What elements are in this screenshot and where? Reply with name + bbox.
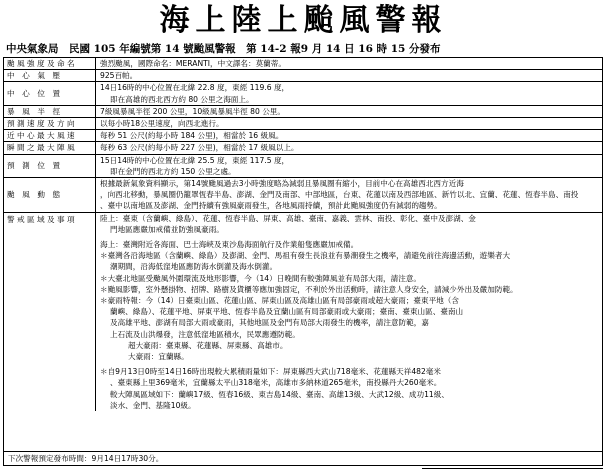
bulletin-subtitle: 中央氣象局 民國 105 年編號第 14 號颱風警報 第 14-2 報9 月 14 日 16 時 15 分發布	[6, 43, 441, 55]
row-value: 即在高雄的西北西方約 80 公里之海面上。	[110, 94, 254, 104]
warning-line: 淡水、金門、基隆10級。	[110, 400, 196, 410]
row-label: 中 心 氣 壓	[4, 70, 96, 81]
warning-line: 較大陣風區域如下：蘭嶼17級、恆春16級、東吉島14級、臺南、高雄13級、大武12級、成功11級、	[110, 389, 449, 399]
row-value: 14日16時的中心位置在北緯 22.8 度，東經 119.6 度，	[100, 83, 290, 93]
row-label: 中 心 位 置	[4, 82, 96, 104]
row-storm-radius	[4, 106, 602, 118]
row-value: 即在金門的西北方約 150 公里之處。	[110, 166, 236, 176]
row-center-position	[4, 82, 602, 105]
divider	[422, 468, 603, 469]
row-max-wind	[4, 130, 602, 142]
row-value: ，向西北移動，暴風圈仍籠罩恆春半島、澎湖、金門及南部、中部地區，台東、花蓮以南及西部地區、新竹以北、宜蘭、花蓮、恆春半島、南投	[100, 190, 579, 200]
warning-table	[3, 57, 603, 452]
warning-line: ＊臺灣各沿海地區（含蘭嶼、綠島）及澎湖、金門、馬祖有發生長浪並有暴潮發生之機率，請避免前往海邊活動，遊樂者大	[100, 251, 511, 261]
row-label: 颱 風 動 態	[4, 178, 96, 212]
warning-line: 、臺東縣上里369毫米，宜蘭縣太平山318毫米，高雄市多納林道265毫米，南投縣丹大260毫米。	[110, 378, 442, 388]
warning-line: 超大豪雨：臺東縣、花蓮縣、屏東縣、高雄市。	[128, 340, 288, 350]
row-forecast-position	[4, 155, 602, 178]
warning-line: ＊大臺北地區受颱風外圍環流及地形影響，今（14）日晚間有較強陣風並有局部大雨，請注意。	[100, 273, 422, 283]
row-value: 7級風暴風半徑 200 公里，10級風暴風半徑 80 公里。	[100, 106, 285, 116]
next-bulletin-time: 9月14日17時30分。	[91, 454, 164, 463]
row-label: 警 戒 區 域 及 事 項	[4, 213, 96, 411]
row-max-gust	[4, 142, 602, 154]
next-bulletin-label: 下次警報預定發布時間：	[8, 454, 92, 463]
row-label: 預 測 位 置	[4, 155, 96, 177]
warning-line: ＊自9月13日0時至14日16時出現較大累積雨量如下：屏東縣西大武山718毫米、花蓮縣天祥482毫米	[100, 367, 442, 377]
page-title: 海上陸上颱風警報	[159, 3, 448, 38]
row-value: 、臺中以南地區及澎湖、金門持續有強風豪雨發生，各地風雨持續，預計此颱風強度仍有減弱的趨勢。	[100, 201, 442, 211]
row-label: 颱 風 強 度 及 命 名	[4, 58, 96, 69]
row-value: 強烈颱風，國際命名：MERANTI，中文譯名：莫蘭蒂。	[100, 59, 286, 68]
warning-line: 上石流及山洪爆發，注意低窪地區積水，民眾應遵防範。	[110, 329, 300, 339]
warning-line: 大豪雨：宜蘭縣。	[128, 352, 189, 362]
warning-line: 海上：臺灣附近各海面、巴士海峽及東沙島海面航行及作業船隻應嚴加戒備。	[100, 240, 359, 250]
warning-line: 陸上：臺東（含蘭嶼、綠島）、花蓮、恆春半島、屏東、高雄、臺南、嘉義、雲林、南投、彰化、臺中及澎湖、金	[100, 213, 476, 223]
warning-line: 蘭嶼、綠島）、花蓮平地、屏東平地、恆春半島及宜蘭山區有局部豪雨或大豪雨；臺南、臺東山區、臺南山	[110, 307, 464, 317]
warning-line: ＊豪雨特報：今（14）日臺東山區、花蓮山區、屏東山區及高雄山區有局部豪雨或超大豪雨；臺東平地（含	[100, 296, 459, 306]
row-value: 15日14時的中心位置在北緯 25.5 度，東經 117.5 度，	[100, 155, 290, 165]
row-strength	[4, 58, 602, 70]
row-value: 根據最新氣象資料顯示，第14號颱風過去3小時強度略為減弱且暴風圈有縮小，目前中心在高雄西北西方近海	[100, 179, 464, 189]
row-label: 預 測 速 度 及 方 向	[4, 118, 96, 129]
warning-line: 門地區應嚴加戒備並防強風豪雨。	[110, 224, 224, 234]
row-value: 每秒 63 公尺(約每小時 227 公里)，相當於 17 級風以上。	[100, 143, 299, 153]
row-value: 以每小時18公里速度，向西北進行。	[100, 119, 224, 129]
row-value: 925百帕。	[100, 71, 138, 81]
row-label: 近 中 心 最 大 風 速	[4, 130, 96, 141]
row-label: 瞬 間 之 最 大 陣 風	[4, 142, 96, 153]
row-speed-direction	[4, 118, 602, 130]
row-pressure	[4, 70, 602, 82]
warning-line: 及高雄平地、澎湖有局部大雨或豪雨，其他地區及金門有局部大雨發生的機率，請注意防範，嘉	[110, 318, 429, 328]
warning-line: 潮期間，沿海低窪地區應防海水倒灌及海水倒灌。	[110, 262, 278, 272]
row-label: 暴 風 半 徑	[4, 106, 96, 117]
row-dynamics	[4, 178, 602, 213]
next-bulletin-row	[3, 452, 603, 466]
row-value: 每秒 51 公尺(約每小時 184 公里)，相當於 16 級風。	[100, 131, 284, 141]
row-warning-areas	[4, 213, 602, 411]
warning-line: ＊颱風影響，室外懸掛物、招牌、路樹及貨櫃等應加強固定，不利於外出活動時，請注意人身安全，請減少外出及嚴加防範。	[100, 284, 518, 294]
